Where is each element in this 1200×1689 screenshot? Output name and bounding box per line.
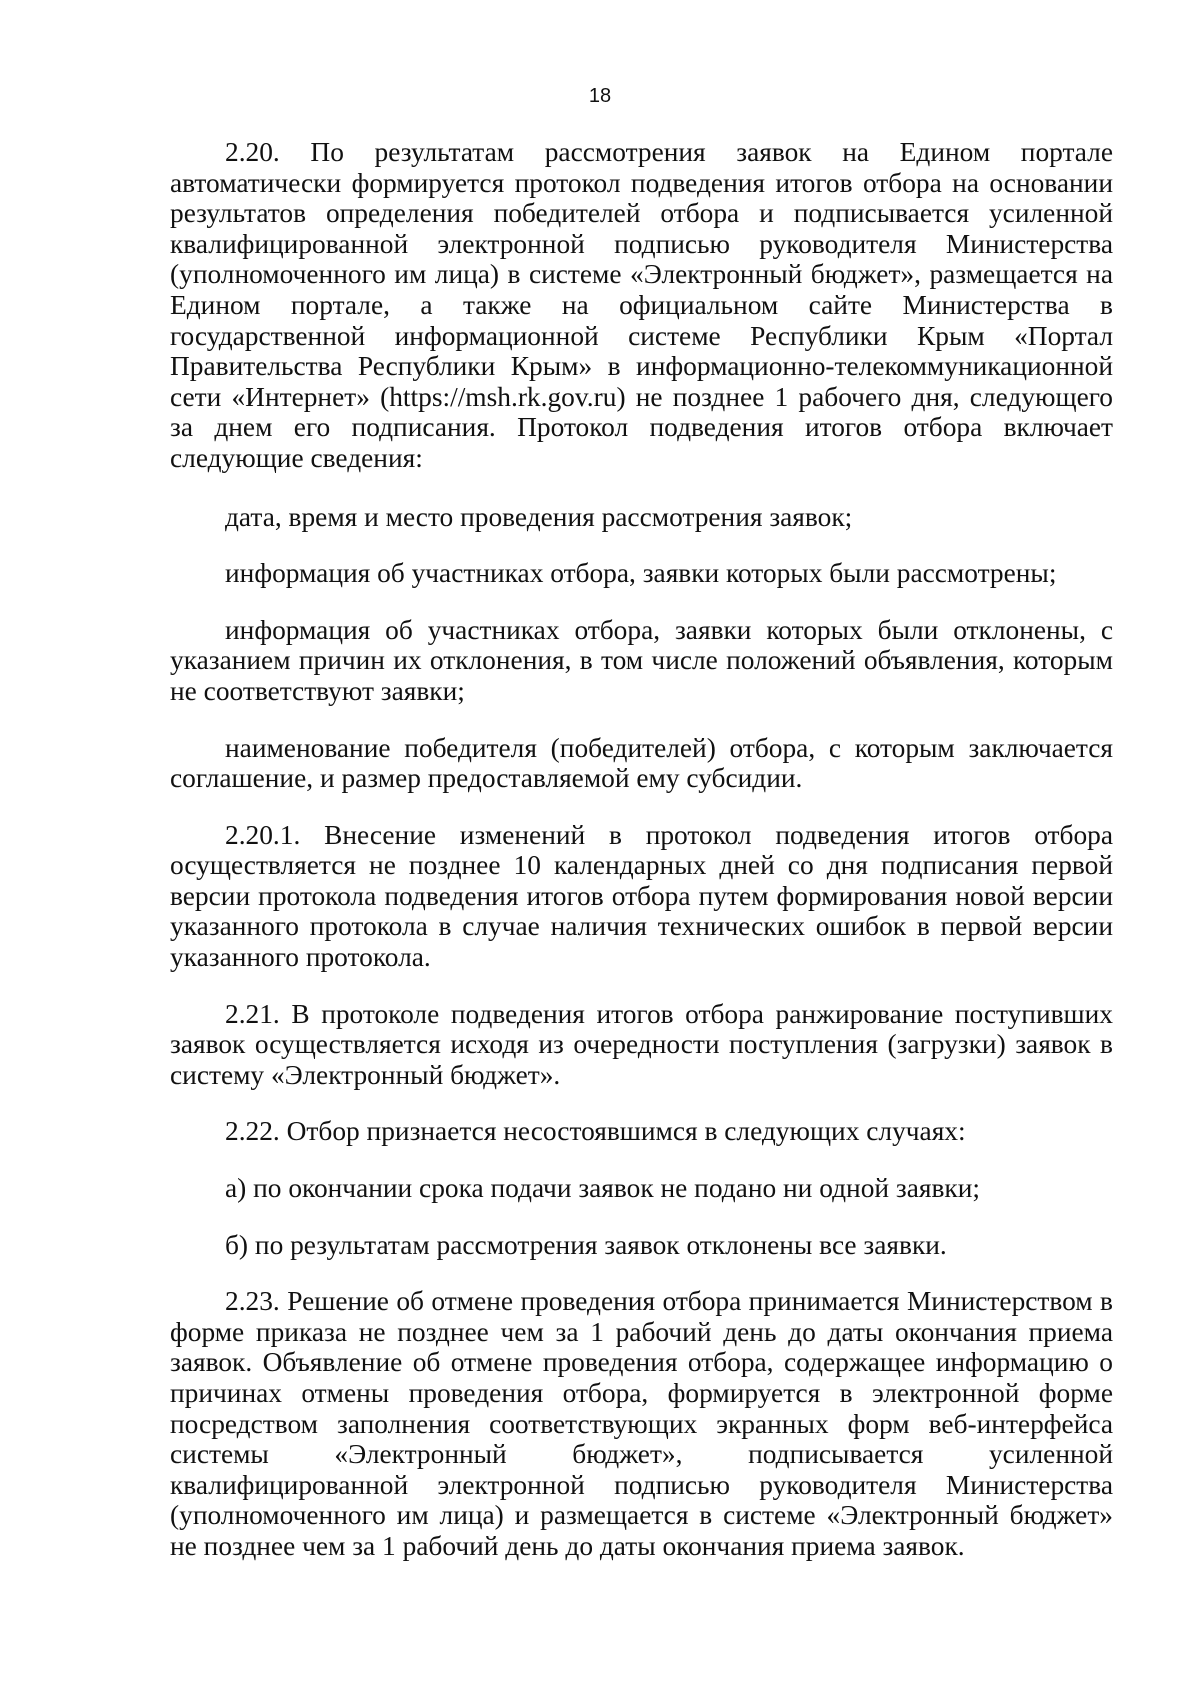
- paragraph-2-20-1: 2.20.1. Внесение изменений в протокол подведения итогов отбора осуществляется не позднее 10 календарных дней со дня подписания первой версии протокола подведения итогов отбора путем формирования новой версии указанного протокола в случае наличия технических ошибок в первой версии указанного протокола.: [170, 819, 1113, 973]
- paragraph-2-20-item-2: информация об участниках отбора, заявки которых были рассмотрены;: [225, 558, 1057, 589]
- paragraph-2-23: 2.23. Решение об отмене проведения отбора принимается Министерством в форме приказа не позднее чем за 1 рабочий день до даты окончания приема заявок. Объявление об отмене проведения отбора, содержащее информацию о причинах отмены проведения отбора, формируется в электронной форме посредством заполнения соответствующих экранных форм веб-интерфейса системы «Электронный бюджет», подписывается усиленной квалифицированной электронной подписью руководителя Министерства (уполномоченного им лица) и размещается в системе «Электронный бюджет» не позднее чем за 1 рабочий день до даты окончания приема заявок.: [170, 1286, 1113, 1561]
- document-body: [170, 137, 1113, 1562]
- paragraph-2-22-b: б) по результатам рассмотрения заявок отклонены все заявки.: [225, 1229, 947, 1260]
- paragraph-2-21: 2.21. В протоколе подведения итогов отбора ранжирование поступивших заявок осуществляется исходя из очередности поступления (загрузки) заявок в систему «Электронный бюджет».: [170, 998, 1113, 1090]
- paragraph-2-20-item-4: наименование победителя (победителей) отбора, с которым заключается соглашение, и размер предоставляемой ему субсидии.: [170, 732, 1113, 794]
- page-number: 18: [588, 85, 612, 107]
- paragraph-2-22-a: а) по окончании срока подачи заявок не подано ни одной заявки;: [225, 1173, 980, 1204]
- paragraph-2-20-item-1: дата, время и место проведения рассмотрения заявок;: [225, 501, 853, 532]
- paragraph-2-20-item-3: информация об участниках отбора, заявки которых были отклонены, с указанием причин их отклонения, в том числе положений объявления, которым не соответствуют заявки;: [170, 614, 1113, 706]
- paragraph-2-22: 2.22. Отбор признается несостоявшимся в следующих случаях:: [225, 1116, 966, 1147]
- paragraph-2-20: 2.20. По результатам рассмотрения заявок на Едином портале автоматически формируется протокол подведения итогов отбора на основании результатов определения победителей отбора и подписывается усиленной квалифицированной электронной подписью руководителя Министерства (уполномоченного им лица) в системе «Электронный бюджет», размещается на Едином портале, а также на официальном сайте Министерства в государственной информационной системе Республики Крым «Портал Правительства Республики Крым» в информационно-телекоммуникационной сети «Интернет» (https://msh.rk.gov.ru) не позднее 1 рабочего дня, следующего за днем его подписания. Протокол подведения итогов отбора включает следующие сведения:: [170, 137, 1113, 473]
